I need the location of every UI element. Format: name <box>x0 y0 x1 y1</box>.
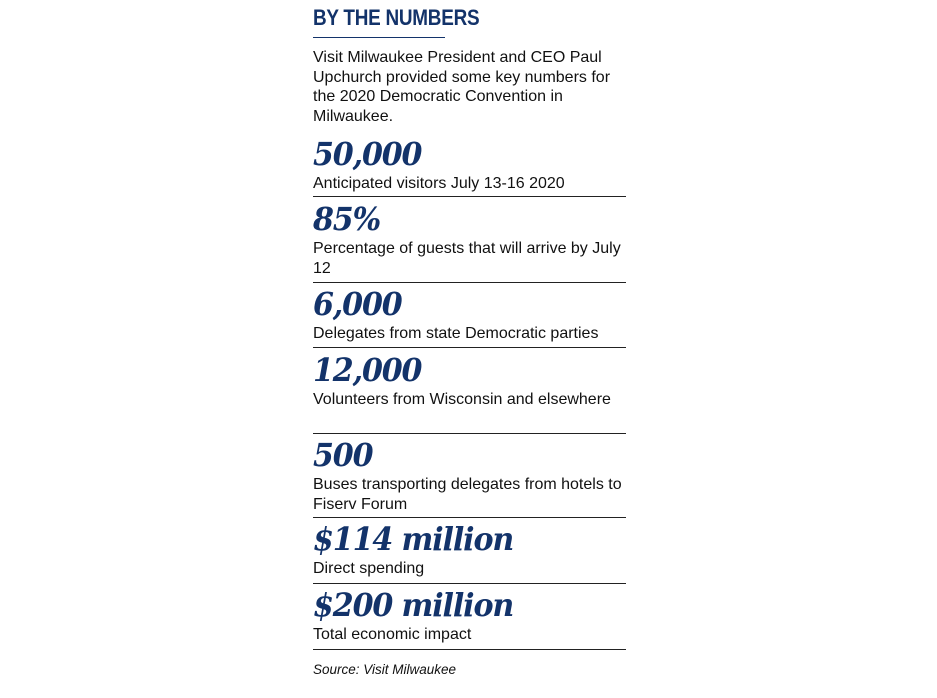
stat-economic-impact <box>313 585 626 645</box>
stat-description: Percentage of guests that will arrive by July 12 <box>313 240 621 277</box>
stat-value: 12,000 <box>313 351 422 389</box>
stat-description: Volunteers from Wisconsin and elsewhere <box>313 391 611 408</box>
stat-buses <box>313 435 626 514</box>
stat-visitors <box>313 134 626 194</box>
stat-value: 6,000 <box>313 285 402 323</box>
divider <box>313 347 626 348</box>
stat-description: Anticipated visitors July 13-16 2020 <box>313 175 565 192</box>
stat-value: 500 <box>313 436 373 474</box>
stat-early-arrivals <box>313 199 626 278</box>
stat-direct-spending <box>313 519 626 579</box>
stat-value: 50,000 <box>313 135 422 173</box>
intro-paragraph: Visit Milwaukee President and CEO Paul Upchurch provided some key numbers for the 2020 Democratic Convention in Milwaukee. <box>313 49 611 125</box>
divider <box>313 649 626 650</box>
source-credit: Source: Visit Milwaukee <box>313 662 457 677</box>
stat-description: Total economic impact <box>313 626 472 643</box>
stat-value: $200 million <box>313 586 514 624</box>
divider <box>313 517 626 518</box>
stat-description: Direct spending <box>313 560 425 577</box>
stat-description: Buses transporting delegates from hotels to Fiserv Forum <box>313 476 622 513</box>
section-heading: BY THE NUMBERS <box>313 5 480 30</box>
stat-value: $114 million <box>313 520 514 558</box>
divider <box>313 433 626 434</box>
stat-delegates <box>313 284 626 344</box>
heading-underline <box>313 37 445 38</box>
divider <box>313 282 626 283</box>
divider <box>313 583 626 584</box>
divider <box>313 196 626 197</box>
stat-value: 85% <box>313 200 381 238</box>
stat-volunteers <box>313 350 626 410</box>
stat-description: Delegates from state Democratic parties <box>313 325 599 342</box>
